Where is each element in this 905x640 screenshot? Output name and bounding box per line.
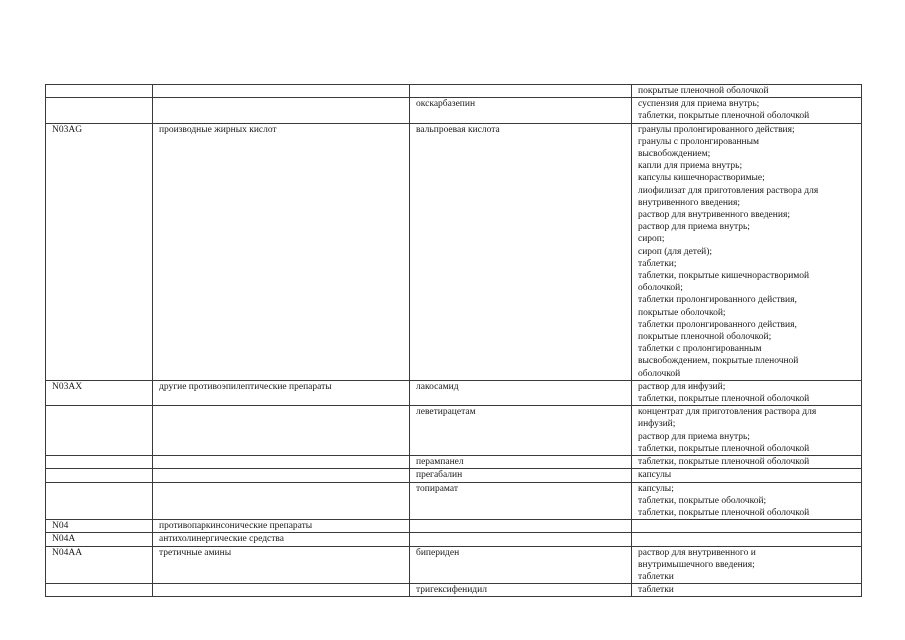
atc-code-cell: N03AX bbox=[46, 380, 153, 405]
drug-cell: перампанел bbox=[410, 456, 632, 469]
table-row bbox=[46, 85, 862, 98]
atc-code-cell bbox=[46, 469, 153, 482]
group-cell bbox=[153, 584, 410, 597]
drug-cell: окскарбазепин bbox=[410, 98, 632, 123]
drug-cell bbox=[410, 520, 632, 533]
drug-table bbox=[45, 84, 862, 597]
table-row bbox=[46, 520, 862, 533]
table-row bbox=[46, 533, 862, 546]
forms-cell: покрытые пленочной оболочкой bbox=[632, 85, 862, 98]
group-cell bbox=[153, 482, 410, 520]
table-row bbox=[46, 546, 862, 584]
forms-cell bbox=[632, 533, 862, 546]
drug-cell: бипериден bbox=[410, 546, 632, 584]
table-row bbox=[46, 406, 862, 456]
drug-cell: тригексифенидил bbox=[410, 584, 632, 597]
forms-cell: раствор для инфузий; таблетки, покрытые пленочной оболочкой bbox=[632, 380, 862, 405]
forms-cell: гранулы пролонгированного действия; гранулы с пролонгированным высвобождением; капли для приема внутрь; капсулы кишечнорастворимые; лиофилизат для приготовления раствора для внутривенного введения; раствор для внутривенного введения; раствор для приема внутрь; сироп; сироп (для детей); таблетки; таблетки, покрытые кишечнорастворимой оболочкой; таблетки пролонгированного действия, покрытые оболочкой; таблетки пролонгированного действия, покрытые пленочной оболочкой; таблетки с пролонгированным высвобождением, покрытые пленочной оболочкой bbox=[632, 123, 862, 380]
table-row bbox=[46, 482, 862, 520]
group-cell bbox=[153, 406, 410, 456]
atc-code-cell bbox=[46, 85, 153, 98]
table-row bbox=[46, 123, 862, 380]
drug-cell bbox=[410, 533, 632, 546]
group-cell: третичные амины bbox=[153, 546, 410, 584]
group-cell: противопаркинсонические препараты bbox=[153, 520, 410, 533]
table-row bbox=[46, 456, 862, 469]
group-cell bbox=[153, 469, 410, 482]
forms-cell: раствор для внутривенного и внутримышечного введения; таблетки bbox=[632, 546, 862, 584]
drug-cell: прегабалин bbox=[410, 469, 632, 482]
atc-code-cell bbox=[46, 98, 153, 123]
group-cell: антихолинергические средства bbox=[153, 533, 410, 546]
drug-cell bbox=[410, 85, 632, 98]
table-row bbox=[46, 98, 862, 123]
atc-code-cell bbox=[46, 456, 153, 469]
forms-cell: концентрат для приготовления раствора для инфузий; раствор для приема внутрь; таблетки, покрытые пленочной оболочкой bbox=[632, 406, 862, 456]
forms-cell bbox=[632, 520, 862, 533]
forms-cell: таблетки, покрытые пленочной оболочкой bbox=[632, 456, 862, 469]
atc-code-cell: N03AG bbox=[46, 123, 153, 380]
group-cell: производные жирных кислот bbox=[153, 123, 410, 380]
table-row bbox=[46, 380, 862, 405]
atc-code-cell: N04 bbox=[46, 520, 153, 533]
group-cell bbox=[153, 85, 410, 98]
atc-code-cell bbox=[46, 406, 153, 456]
forms-cell: суспензия для приема внутрь; таблетки, покрытые пленочной оболочкой bbox=[632, 98, 862, 123]
table-row bbox=[46, 469, 862, 482]
atc-code-cell: N04A bbox=[46, 533, 153, 546]
drug-cell: леветирацетам bbox=[410, 406, 632, 456]
forms-cell: капсулы; таблетки, покрытые оболочкой; таблетки, покрытые пленочной оболочкой bbox=[632, 482, 862, 520]
drug-cell: вальпроевая кислота bbox=[410, 123, 632, 380]
forms-cell: капсулы bbox=[632, 469, 862, 482]
group-cell: другие противоэпилептические препараты bbox=[153, 380, 410, 405]
atc-code-cell: N04AA bbox=[46, 546, 153, 584]
table-row bbox=[46, 584, 862, 597]
drug-cell: лакосамид bbox=[410, 380, 632, 405]
atc-code-cell bbox=[46, 584, 153, 597]
atc-code-cell bbox=[46, 482, 153, 520]
group-cell bbox=[153, 98, 410, 123]
drug-cell: топирамат bbox=[410, 482, 632, 520]
group-cell bbox=[153, 456, 410, 469]
forms-cell: таблетки bbox=[632, 584, 862, 597]
